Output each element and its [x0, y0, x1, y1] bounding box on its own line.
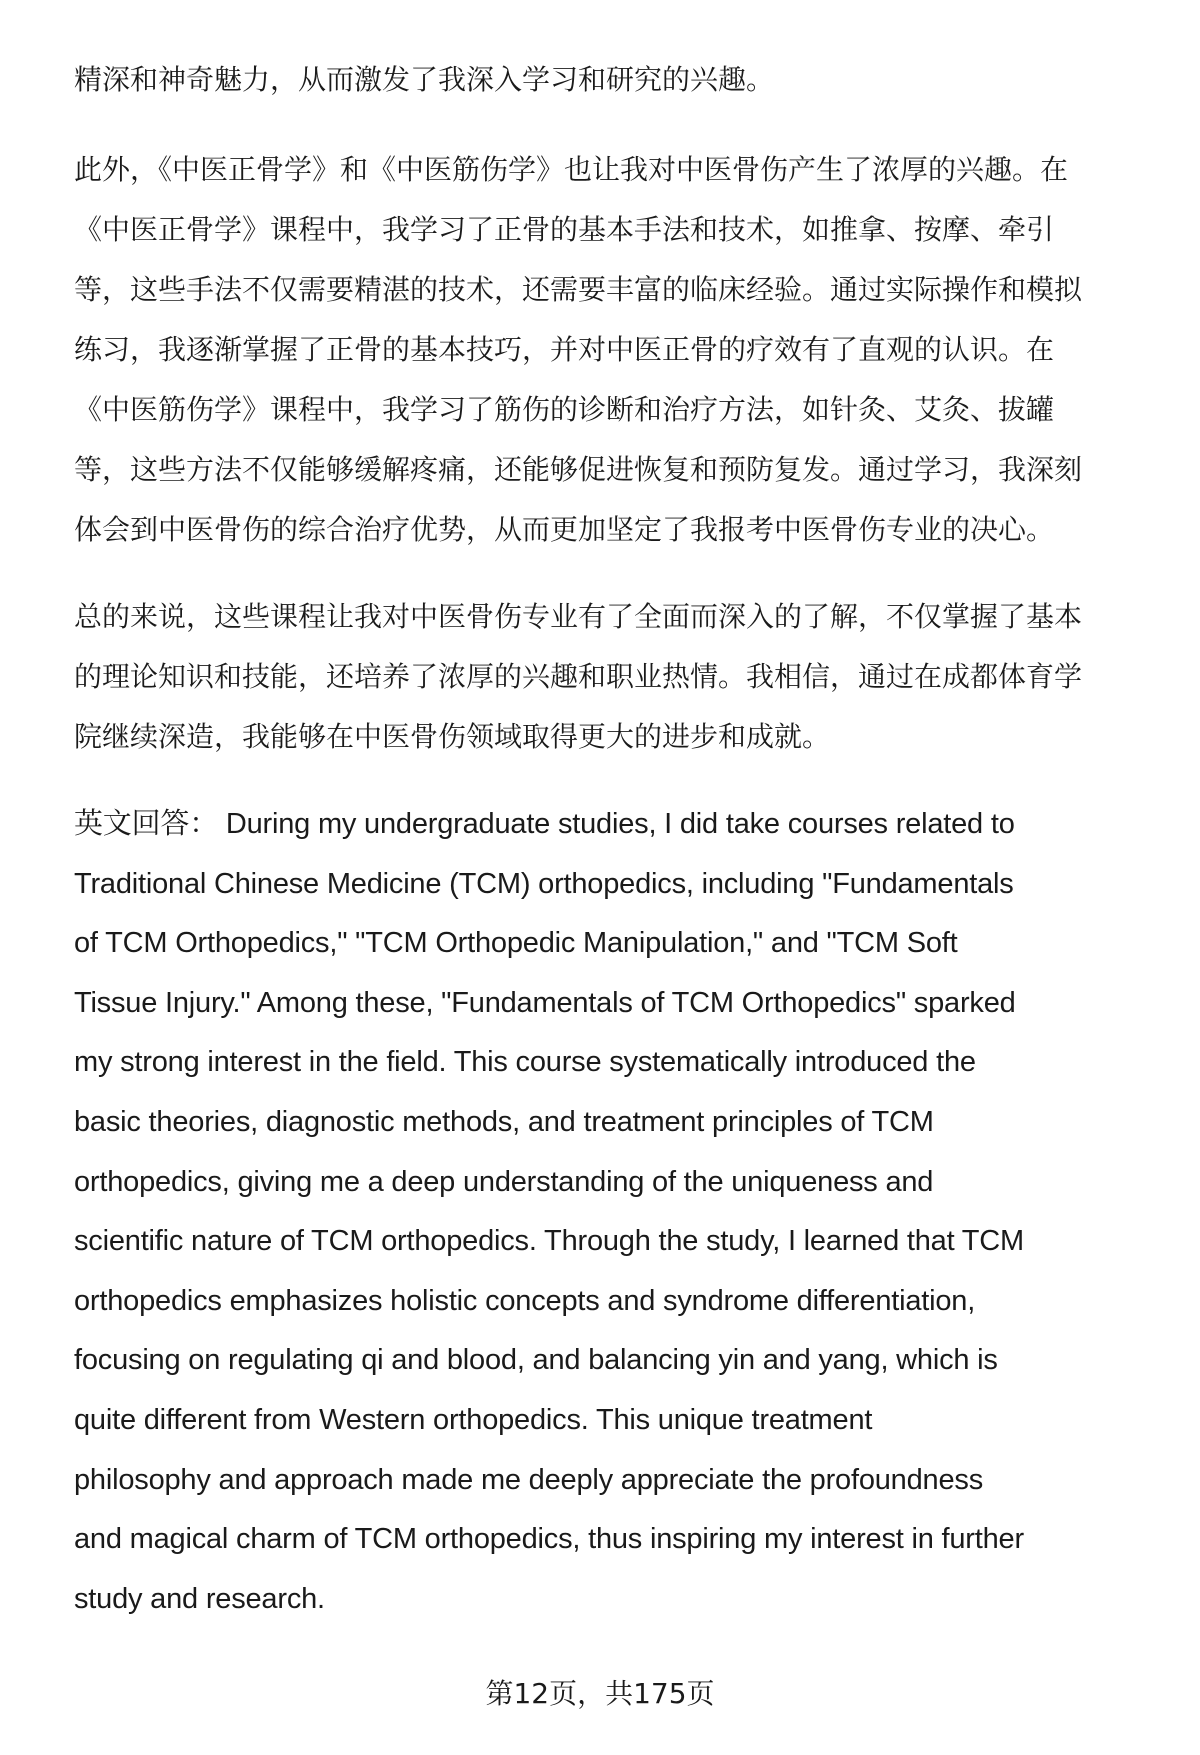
- paragraph-line: 体会到中医骨伤的综合治疗优势，从而更加坚定了我报考中医骨伤专业的决心。: [74, 513, 1055, 546]
- paragraph-line: study and research.: [74, 1583, 325, 1615]
- paragraph-line: and magical charm of TCM orthopedics, thus inspiring my interest in further: [74, 1523, 1024, 1555]
- paragraph-line: basic theories, diagnostic methods, and treatment principles of TCM: [74, 1106, 934, 1138]
- paragraph-line: 总的来说，这些课程让我对中医骨伤专业有了全面而深入的了解，不仅掌握了基本: [74, 600, 1083, 633]
- paragraph-line: philosophy and approach made me deeply appreciate the profoundness: [74, 1464, 983, 1496]
- paragraph-line: 院继续深造，我能够在中医骨伤领域取得更大的进步和成就。: [74, 720, 831, 753]
- paragraph-line: 《中医正骨学》课程中，我学习了正骨的基本手法和技术，如推拿、按摩、牵引: [74, 213, 1055, 246]
- paragraph-line: 等，这些手法不仅需要精湛的技术，还需要丰富的临床经验。通过实际操作和模拟: [74, 273, 1083, 306]
- paragraph-line: orthopedics emphasizes holistic concepts and syndrome differentiation,: [74, 1285, 976, 1317]
- page-number: 第12页，共175页: [485, 1677, 715, 1710]
- paragraph-line: 练习，我逐渐掌握了正骨的基本技巧，并对中医正骨的疗效有了直观的认识。在: [74, 333, 1055, 366]
- paragraph-line: 英文回答： During my undergraduate studies, I did take courses related to: [74, 808, 1015, 840]
- paragraph-line: 此外，《中医正骨学》和《中医筋伤学》也让我对中医骨伤产生了浓厚的兴趣。在: [74, 153, 1069, 186]
- paragraph-line: orthopedics, giving me a deep understanding of the uniqueness and: [74, 1166, 934, 1198]
- paragraph-line: scientific nature of TCM orthopedics. Through the study, I learned that TCM: [74, 1225, 1025, 1257]
- paragraph-line: quite different from Western orthopedics. This unique treatment: [74, 1404, 873, 1436]
- paragraph-line: 等，这些方法不仅能够缓解疼痛，还能够促进恢复和预防复发。通过学习，我深刻: [74, 453, 1083, 486]
- paragraph-line: focusing on regulating qi and blood, and balancing yin and yang, which is: [74, 1344, 998, 1376]
- paragraph-line: my strong interest in the field. This course systematically introduced the: [74, 1046, 976, 1078]
- paragraph-line: 的理论知识和技能，还培养了浓厚的兴趣和职业热情。我相信，通过在成都体育学: [74, 660, 1083, 693]
- paragraph-line: of TCM Orthopedics," "TCM Orthopedic Manipulation," and "TCM Soft: [74, 927, 958, 959]
- paragraph-line: Traditional Chinese Medicine (TCM) orthopedics, including "Fundamentals: [74, 868, 1014, 900]
- paragraph-line: Tissue Injury." Among these, "Fundamentals of TCM Orthopedics" sparked: [74, 987, 1016, 1019]
- paragraph-line: 精深和神奇魅力，从而激发了我深入学习和研究的兴趣。: [74, 63, 775, 96]
- paragraph-line: 《中医筋伤学》课程中，我学习了筋伤的诊断和治疗方法，如针灸、艾灸、拔罐: [74, 393, 1055, 426]
